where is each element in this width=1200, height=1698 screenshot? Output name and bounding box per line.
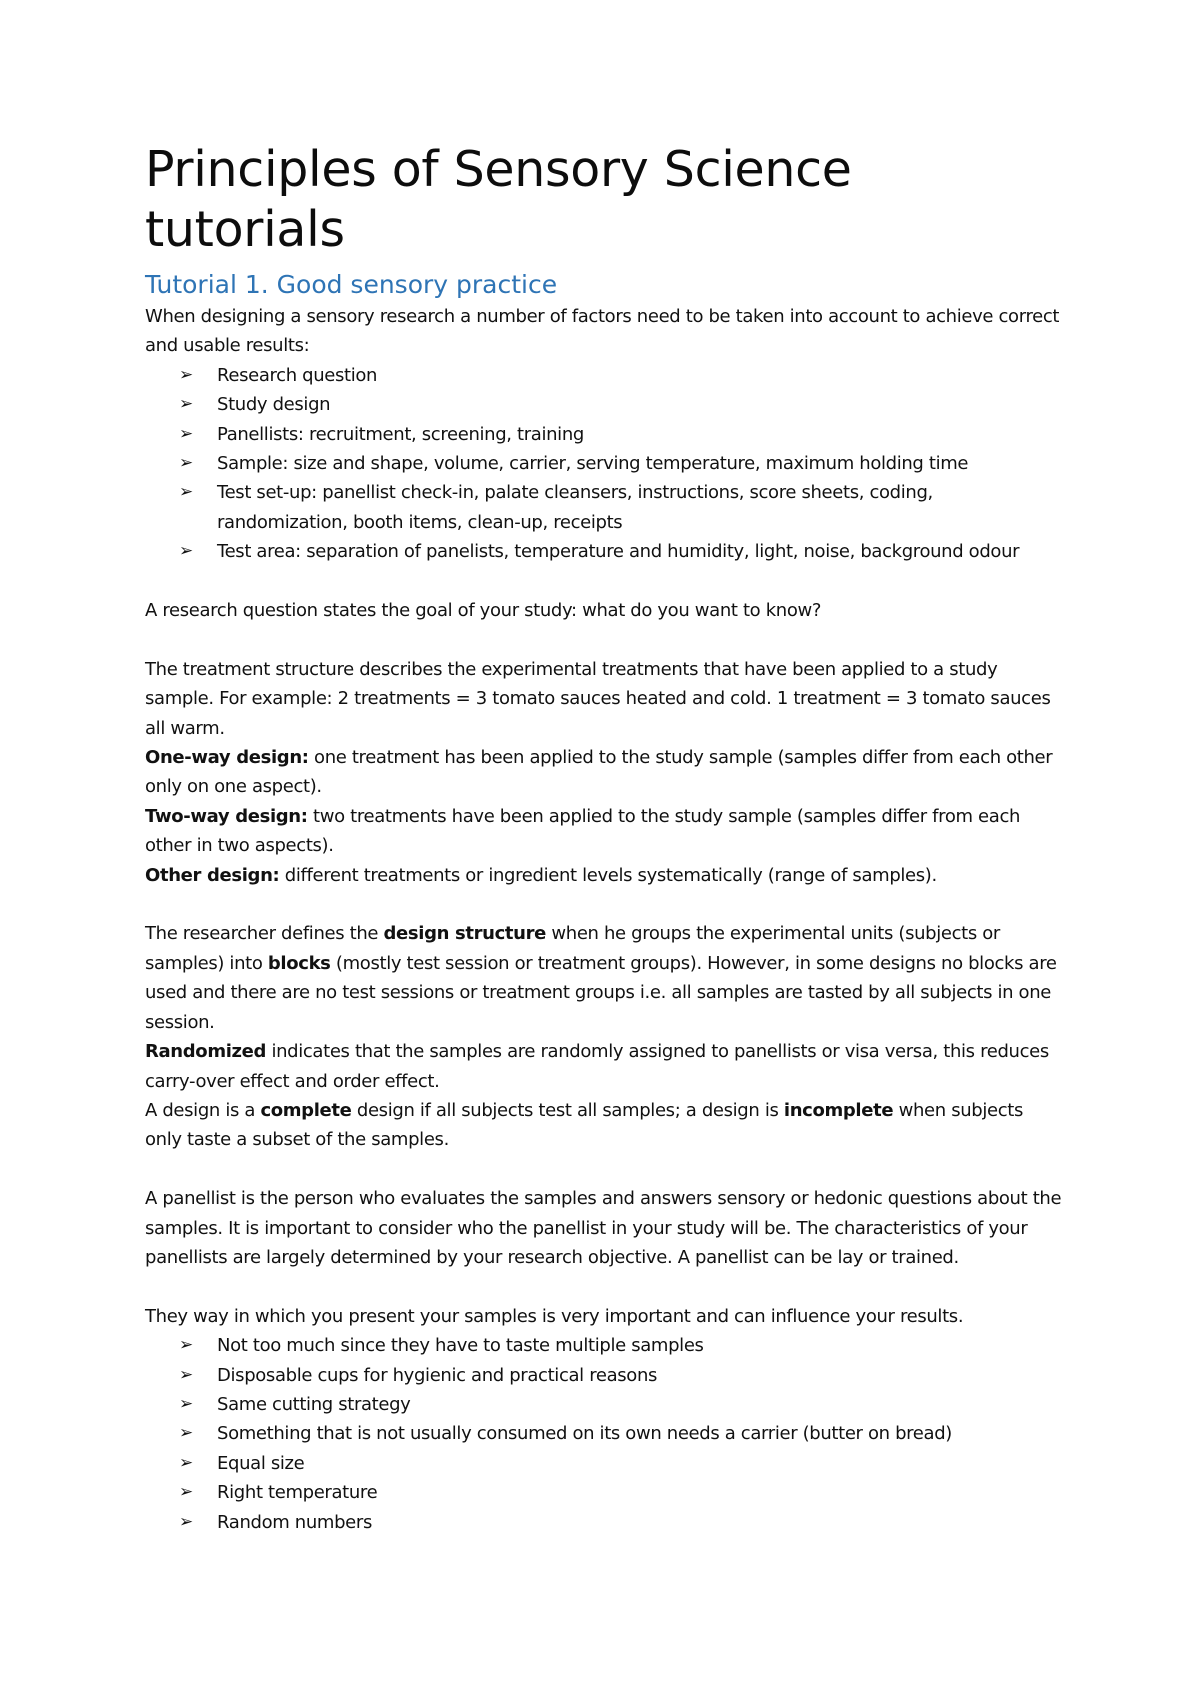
- intro-paragraph: When designing a sensory research a number of factors need to be taken into account to achieve correct and usable results:: [145, 306, 1060, 357]
- list-item: ➢ Something that is not usually consumed on its own needs a carrier (butter on bread): [217, 1419, 1065, 1448]
- list-item: ➢ Test area: separation of panelists, temperature and humidity, light, noise, background odour: [217, 537, 1065, 566]
- arrow-bullet-icon: ➢: [179, 1452, 193, 1473]
- list-item: ➢ Study design: [217, 390, 1065, 419]
- arrow-bullet-icon: ➢: [179, 1511, 193, 1532]
- document-page: [145, 140, 1065, 1537]
- presentation-list: [145, 1331, 1065, 1537]
- randomized-paragraph: Randomized indicates that the samples are randomly assigned to panellists or visa versa, this reduces carry-over effect and order effect.: [145, 1041, 1049, 1092]
- presentation-paragraph: They way in which you present your samples is very important and can influence your results.: [145, 1305, 964, 1327]
- arrow-bullet-icon: ➢: [179, 541, 193, 562]
- document-title: Principles of Sensory Science tutorials: [145, 141, 852, 258]
- arrow-bullet-icon: ➢: [179, 1482, 193, 1503]
- list-item: ➢ Random numbers: [217, 1508, 1065, 1537]
- treatment-paragraph: The treatment structure describes the experimental treatments that have been applied to a study sample. For example: 2 treatments = 3 tomato sauces heated and cold. 1 treatment = 3 tomato sauces all warm.: [145, 658, 1051, 739]
- two-way-design-label: Two-way design:: [145, 805, 308, 827]
- arrow-bullet-icon: ➢: [179, 423, 193, 444]
- arrow-bullet-icon: ➢: [179, 482, 193, 503]
- one-way-design-label: One-way design:: [145, 747, 309, 769]
- arrow-bullet-icon: ➢: [179, 394, 193, 415]
- list-item: ➢ Disposable cups for hygienic and practical reasons: [217, 1361, 1065, 1390]
- list-item: ➢ Same cutting strategy: [217, 1390, 1065, 1419]
- list-item: ➢ Panellists: recruitment, screening, training: [217, 420, 1065, 449]
- two-way-design-paragraph: Two-way design: two treatments have been applied to the study sample (samples differ from each other in two aspects).: [145, 805, 1021, 857]
- arrow-bullet-icon: ➢: [179, 1364, 193, 1385]
- arrow-bullet-icon: ➢: [179, 1423, 193, 1444]
- complete-design-paragraph: A design is a complete design if all subjects test all samples; a design is incomplete when subjects only taste a subset of the samples.: [145, 1099, 1024, 1151]
- other-design-paragraph: Other design: different treatments or ingredient levels systematically (range of samples).: [145, 864, 937, 886]
- list-item: ➢ Sample: size and shape, volume, carrier, serving temperature, maximum holding time: [217, 449, 1065, 478]
- list-item: ➢ Not too much since they have to taste multiple samples: [217, 1331, 1065, 1360]
- list-item: ➢ Test set-up: panellist check-in, palate cleansers, instructions, score sheets, coding, randomization, booth items, clean-up, receipts: [217, 478, 1065, 537]
- list-item: ➢ Research question: [217, 361, 1065, 390]
- arrow-bullet-icon: ➢: [179, 364, 193, 385]
- factors-list: [145, 361, 1065, 567]
- arrow-bullet-icon: ➢: [179, 1393, 193, 1414]
- arrow-bullet-icon: ➢: [179, 453, 193, 474]
- tutorial-heading: Tutorial 1. Good sensory practice: [145, 270, 558, 299]
- design-structure-paragraph: The researcher defines the design structure when he groups the experimental units (subjects or samples) into blocks (mostly test session or treatment groups). However, in some designs no blocks are used and there are no test sessions or treatment groups i.e. all samples are tasted by all subjects in one session.: [145, 923, 1057, 1033]
- research-question-paragraph: A research question states the goal of your study: what do you want to know?: [145, 600, 822, 622]
- panellist-paragraph: A panellist is the person who evaluates the samples and answers sensory or hedonic questions about the samples. It is important to consider who the panellist in your study will be. The characteristics of your panellists are largely determined by your research objective. A panellist can be lay or trained.: [145, 1188, 1062, 1268]
- other-design-label: Other design:: [145, 864, 280, 886]
- list-item: ➢ Right temperature: [217, 1478, 1065, 1507]
- list-item: ➢ Equal size: [217, 1449, 1065, 1478]
- one-way-design-paragraph: One-way design: one treatment has been applied to the study sample (samples differ from each other only on one aspect).: [145, 747, 1053, 798]
- arrow-bullet-icon: ➢: [179, 1335, 193, 1356]
